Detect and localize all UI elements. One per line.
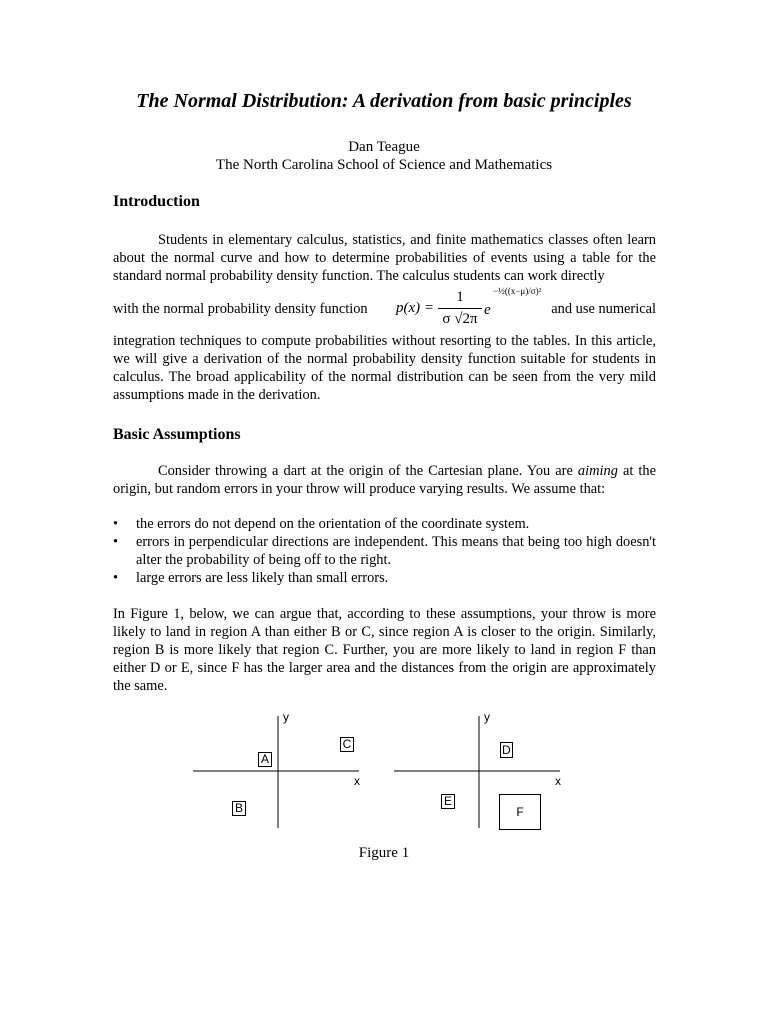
bullet-text: large errors are less likely than small errors. [136,570,389,586]
region-b-box: B [232,801,246,816]
formula-denominator: σ √2π [442,311,478,327]
introduction-paragraph-2: integration techniques to compute probabilities without resorting to the tables. In this article, we will give a derivation of the normal probability density function suitable for students in calculus. The broad applicability of the normal distribution can be seen from the very mild assumptions made in the derivation. [113,333,656,403]
assumptions-intro-paragraph [113,462,656,498]
region-a-box: A [258,752,272,767]
author-name: Dan Teague [348,139,420,155]
formula-line [113,286,656,334]
assumptions-emphasis: aiming [577,463,618,479]
figure-explanation-paragraph: In Figure 1, below, we can argue that, according to these assumptions, your throw is more likely to land in region A than either B or C, since region A is closer to the origin. Similarly, region B is more likely that region C. Further, you are more likely to land in region F than either D or E, since F has the larger area and the distances from the origin are approximately the same. [113,606,656,694]
region-c-box: C [340,737,354,752]
assumptions-intro-text-1: Consider throwing a dart at the origin of the Cartesian plane. You are [158,463,578,479]
bullet-icon: • [113,516,119,532]
introduction-heading: Introduction [113,193,200,210]
right-y-label: y [484,710,490,724]
left-y-label: y [283,710,289,724]
normal-pdf-formula [396,286,542,334]
formula-trail-text: and use numerical [551,301,656,317]
region-d-label: D [502,743,511,757]
bullet-text: errors in perpendicular directions are independent. This means that being too high doesn't alter the probability of being off to the right. [136,534,656,568]
list-item [113,515,656,533]
assumptions-bullet-list [113,515,656,587]
bullet-icon: • [113,570,119,586]
region-d-box [499,743,513,758]
bullet-text: the errors do not depend on the orientation of the coordinate system. [136,516,530,532]
author-block [0,138,768,174]
left-x-label: x [354,774,360,788]
region-f-box: F [499,794,541,830]
region-e-box: E [441,794,455,809]
list-item [113,569,656,587]
formula-fraction [438,288,482,329]
formula-exponential-base: e [484,302,491,318]
paper-title: The Normal Distribution: A derivation from basic principles [136,90,632,112]
formula-exponent: −½((x−μ)/σ)² [493,286,542,296]
author-affiliation: The North Carolina School of Science and Mathematics [215,157,553,173]
introduction-paragraph-1: Students in elementary calculus, statistics, and finite mathematics classes often learn about the normal curve and how to determine probabilities of events using a table for the standard normal probability density function. The calculus students can work directly [113,232,656,284]
bullet-icon: • [113,534,119,550]
right-x-label: x [555,774,561,788]
formula-numerator: 1 [456,289,464,305]
assumptions-intro-text-2: at the origin, but random errors in your throw will produce varying results. We assume that: [113,463,657,497]
basic-assumptions-heading: Basic Assumptions [113,426,241,443]
list-item [113,533,656,569]
formula-lhs: p(x) = [396,300,435,316]
formula-lead-text: with the normal probability density function [113,301,368,317]
figure-caption: Figure 1 [358,845,410,861]
